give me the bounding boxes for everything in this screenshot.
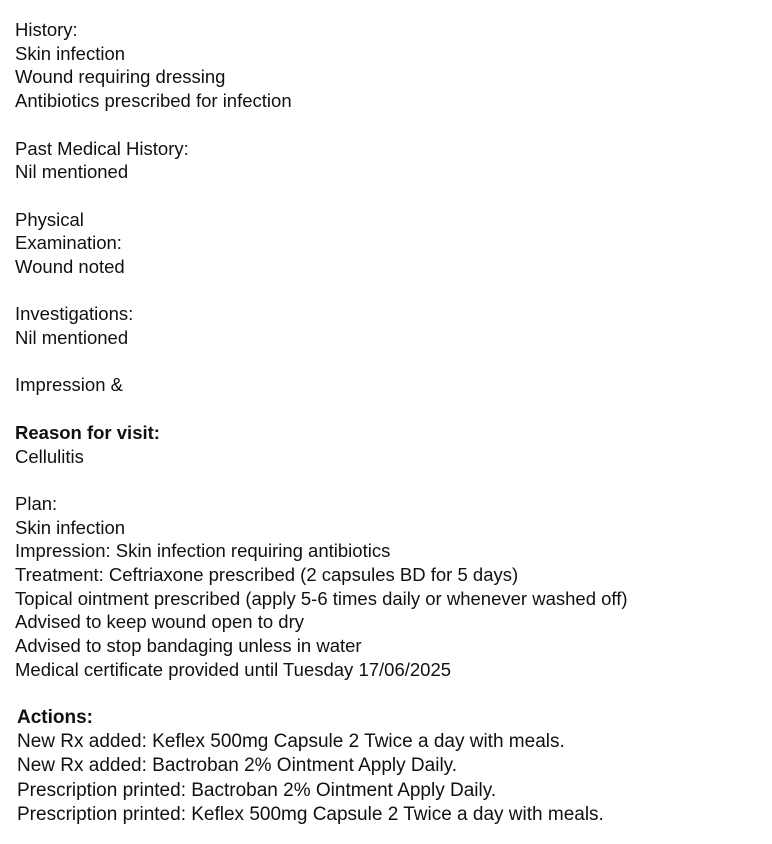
- actions-section: [17, 706, 767, 827]
- plan-line: Impression: Skin infection requiring antibiotics: [15, 540, 391, 562]
- reason-for-visit-heading: Reason for visit:: [15, 421, 160, 443]
- physical-examination-line: Wound noted: [15, 256, 125, 277]
- investigations-line: Nil mentioned: [15, 327, 129, 349]
- section-spacer: [15, 113, 765, 137]
- history-heading: History:: [15, 19, 78, 40]
- clinical-note: [15, 18, 765, 682]
- history-line: Skin infection: [15, 42, 126, 64]
- physical-examination-heading-line2: Examination:: [15, 232, 122, 254]
- investigations-heading: Investigations:: [15, 303, 134, 325]
- action-line: New Rx added: Bactroban 2% Ointment Apply Daily.: [17, 755, 458, 777]
- action-line: Prescription printed: Keflex 500mg Capsule 2 Twice a day with meals.: [17, 803, 604, 825]
- section-spacer: [15, 397, 765, 421]
- action-line: New Rx added: Keflex 500mg Capsule 2 Twice a day with meals.: [17, 731, 565, 753]
- plan-line: Treatment: Ceftriaxone prescribed (2 capsules BD for 5 days): [15, 564, 519, 586]
- past-medical-history-heading: Past Medical History:: [15, 137, 189, 159]
- plan-line: Advised to stop bandaging unless in water: [15, 635, 362, 657]
- impression-heading: Impression &: [15, 374, 123, 396]
- reason-for-visit-line: Cellulitis: [15, 445, 84, 467]
- physical-examination-heading-line1: Physical: [15, 208, 84, 230]
- plan-line: Skin infection: [15, 516, 126, 538]
- history-line: Wound requiring dressing: [15, 66, 226, 88]
- plan-heading: Plan:: [15, 492, 58, 514]
- past-medical-history-line: Nil mentioned: [15, 161, 129, 183]
- plan-line: Topical ointment prescribed (apply 5-6 times daily or whenever washed off): [15, 587, 628, 609]
- actions-heading: Actions:: [17, 707, 93, 728]
- history-line: Antibiotics prescribed for infection: [15, 90, 292, 112]
- section-spacer: [15, 350, 765, 374]
- action-line: Prescription printed: Bactroban 2% Ointment Apply Daily.: [17, 779, 497, 801]
- plan-line: Advised to keep wound open to dry: [15, 611, 304, 633]
- section-spacer: [15, 468, 765, 492]
- plan-line: Medical certificate provided until Tuesday 17/06/2025: [15, 658, 452, 680]
- section-spacer: [15, 184, 765, 208]
- section-spacer: [15, 279, 765, 303]
